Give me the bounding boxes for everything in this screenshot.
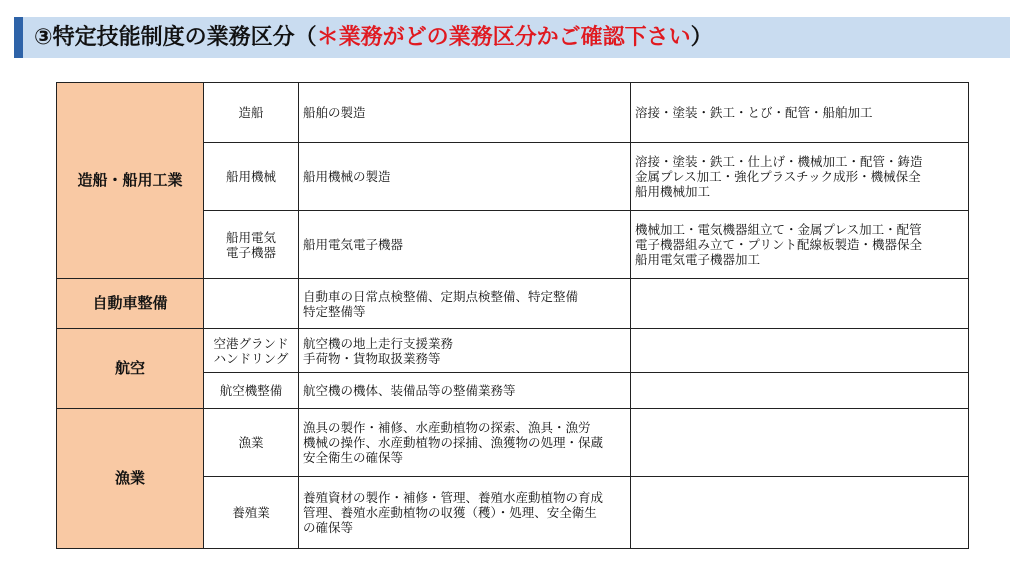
category-cell: 漁業 — [57, 409, 204, 549]
operations-cell — [631, 211, 969, 279]
category-cell: 自動車整備 — [57, 279, 204, 329]
subcategory-cell — [204, 329, 299, 373]
sub-line: ハンドリング — [213, 350, 289, 366]
work-description-cell — [299, 211, 631, 279]
operations-cell — [631, 329, 969, 373]
sub-line: 電子機器 — [225, 244, 276, 260]
ops-line: 金属プレス加工・強化プラスチック成形・機械保全 — [635, 169, 921, 184]
ops-line: 機械加工・電気機器組立て・金属プレス加工・配管 — [635, 222, 922, 237]
title-note: ＊業務がどの業務区分かご確認下さい — [316, 25, 691, 50]
title-bar — [14, 17, 1010, 58]
work-description-cell — [299, 83, 631, 143]
operations-cell — [631, 373, 969, 409]
work-line: 船舶の製造 — [303, 105, 366, 120]
sub-line: 養殖業 — [232, 505, 270, 520]
business-category-table — [56, 82, 969, 549]
operations-cell — [631, 83, 969, 143]
sub-line: 船用機械 — [225, 169, 276, 184]
title-paren-close: ） — [690, 25, 713, 50]
subcategory-cell — [204, 211, 299, 279]
subcategory-cell — [204, 477, 299, 549]
operations-cell — [631, 143, 969, 211]
work-description-cell — [299, 409, 631, 477]
sub-line: 船用電気 — [225, 229, 276, 245]
work-line: 船用機械の製造 — [303, 169, 391, 184]
subcategory-cell — [204, 409, 299, 477]
work-description-cell — [299, 329, 631, 373]
subcategory-cell — [204, 373, 299, 409]
sub-line: 空港グランド — [213, 335, 289, 351]
operations-cell — [631, 477, 969, 549]
work-description-cell — [299, 477, 631, 549]
sub-line: 漁業 — [238, 435, 264, 450]
table-row — [57, 409, 969, 477]
operations-cell — [631, 279, 969, 329]
title-accent-bar — [14, 17, 23, 58]
work-description-cell — [299, 373, 631, 409]
work-line: 自動車の日常点検整備、定期点検整備、特定整備 — [303, 288, 579, 304]
work-line: 機械の操作、水産動植物の採捕、漁獲物の処理・保蔵 — [303, 435, 604, 450]
work-line: 手荷物・貨物取扱業務等 — [303, 350, 441, 366]
work-line: の確保等 — [303, 520, 354, 535]
operations-cell — [631, 409, 969, 477]
title-paren-open: （ — [294, 25, 317, 50]
subcategory-cell — [204, 83, 299, 143]
work-line: 航空機の地上走行支援業務 — [303, 335, 454, 351]
work-description-cell — [299, 143, 631, 211]
page-title — [34, 22, 713, 53]
table-row — [57, 329, 969, 373]
work-line: 管理、養殖水産動植物の収獲（穫）・処理、安全衛生 — [303, 505, 597, 520]
work-line: 特定整備等 — [303, 303, 366, 319]
subcategory-cell — [204, 279, 299, 329]
sub-line: 航空機整備 — [219, 383, 283, 398]
work-description-cell — [299, 279, 631, 329]
work-line: 安全衛生の確保等 — [303, 450, 404, 465]
ops-line: 溶接・塗装・鉄工・仕上げ・機械加工・配管・鋳造 — [635, 154, 923, 169]
title-main: ③特定技能制度の業務区分 — [34, 25, 295, 50]
category-cell: 造船・船用工業 — [57, 83, 204, 279]
table-row — [57, 83, 969, 143]
ops-line: 船用機械加工 — [635, 184, 711, 199]
work-line: 養殖資材の製作・補修・管理、養殖水産動植物の育成 — [303, 490, 604, 505]
work-line: 漁具の製作・補修、水産動植物の探索、漁具・漁労 — [303, 420, 591, 435]
subcategory-cell — [204, 143, 299, 211]
table-body — [57, 83, 969, 549]
sub-line: 造船 — [238, 105, 264, 120]
ops-line: 溶接・塗装・鉄工・とび・配管・船舶加工 — [635, 105, 873, 120]
ops-line: 電子機器組み立て・プリント配線板製造・機器保全 — [635, 237, 923, 252]
ops-line: 船用電気電子機器加工 — [635, 252, 761, 267]
category-cell: 航空 — [57, 329, 204, 409]
work-line: 船用電気電子機器 — [303, 237, 404, 252]
table-row — [57, 279, 969, 329]
work-line: 航空機の機体、装備品等の整備業務等 — [303, 383, 516, 398]
